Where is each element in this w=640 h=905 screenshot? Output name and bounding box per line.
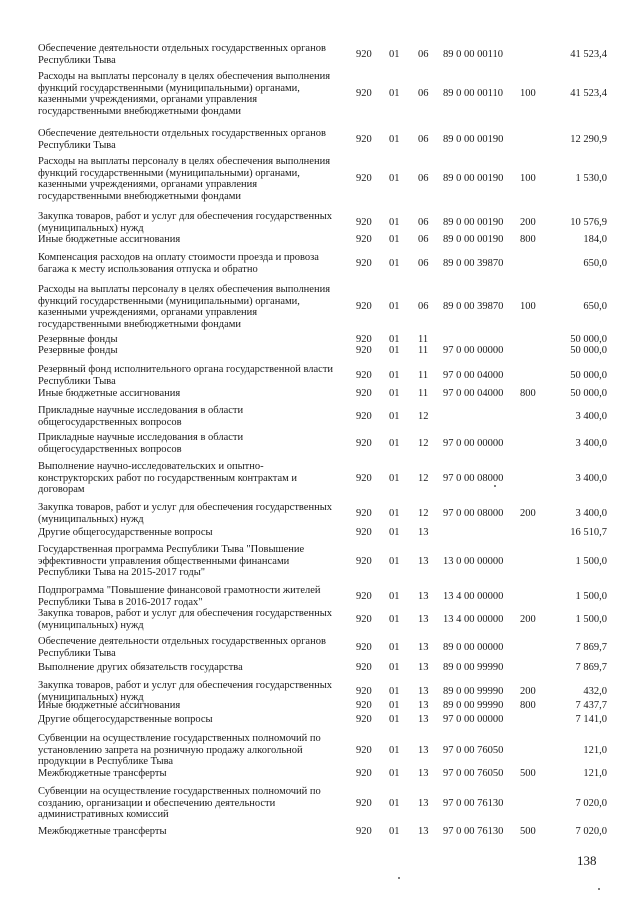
cell-sum: 3 400,0	[575, 508, 607, 519]
cell-pr: 12	[418, 411, 429, 422]
cell-rz: 01	[389, 768, 400, 779]
cell-csr: 89 0 00 00110	[443, 88, 503, 99]
cell-rz: 01	[389, 556, 400, 567]
row-name: Выполнение научно-исследовательских и опытно-конструкторских работ по государственным контрактам и договорам	[38, 461, 297, 495]
cell-grbs: 920	[356, 334, 372, 345]
cell-rz: 01	[389, 745, 400, 756]
cell-pr: 13	[418, 700, 429, 711]
cell-rz: 01	[389, 301, 400, 312]
cell-vr: 100	[520, 88, 536, 99]
cell-vr: 200	[520, 508, 536, 519]
cell-sum: 16 510,7	[570, 527, 607, 538]
cell-grbs: 920	[356, 134, 372, 145]
row-name: Субвенции на осуществление государственных полномочий по созданию, организации и обеспечению деятельности административных комиссий	[38, 786, 321, 820]
table-row	[0, 662, 640, 674]
row-name: Резервные фонды	[38, 334, 118, 345]
cell-vr: 200	[520, 686, 536, 697]
scan-speck	[494, 485, 496, 487]
table-row	[0, 156, 640, 202]
cell-pr: 13	[418, 591, 429, 602]
cell-grbs: 920	[356, 438, 372, 449]
cell-rz: 01	[389, 508, 400, 519]
cell-csr: 97 0 00 00000	[443, 438, 504, 449]
row-name: Закупка товаров, работ и услуг для обеспечения государственных (муниципальных) нужд	[38, 680, 333, 703]
cell-vr: 800	[520, 234, 536, 245]
cell-pr: 06	[418, 173, 429, 184]
row-name: Резервный фонд исполнительного органа государственной власти Республики Тыва	[38, 364, 334, 387]
cell-grbs: 920	[356, 527, 372, 538]
row-name: Расходы на выплаты персоналу в целях обеспечения выполнения функций государственными (муниципальными) органами, казенными учреждениями, органами управления государственными внебюджетными фондами	[38, 284, 331, 330]
cell-csr: 97 0 00 76130	[443, 826, 504, 837]
scan-speck	[598, 888, 600, 890]
cell-vr: 800	[520, 388, 536, 399]
cell-grbs: 920	[356, 745, 372, 756]
cell-grbs: 920	[356, 49, 372, 60]
cell-csr: 13 0 00 00000	[443, 556, 504, 567]
cell-grbs: 920	[356, 642, 372, 653]
table-row	[0, 700, 640, 712]
cell-sum: 41 523,4	[570, 49, 607, 60]
cell-rz: 01	[389, 614, 400, 625]
cell-pr: 06	[418, 234, 429, 245]
cell-sum: 7 869,7	[575, 662, 607, 673]
cell-rz: 01	[389, 234, 400, 245]
table-row	[0, 826, 640, 838]
table-row	[0, 714, 640, 726]
cell-grbs: 920	[356, 798, 372, 809]
cell-csr: 89 0 00 99990	[443, 662, 504, 673]
cell-rz: 01	[389, 686, 400, 697]
cell-rz: 01	[389, 826, 400, 837]
cell-grbs: 920	[356, 234, 372, 245]
cell-csr: 97 0 00 00000	[443, 714, 504, 725]
cell-sum: 1 530,0	[575, 173, 607, 184]
cell-pr: 13	[418, 798, 429, 809]
cell-csr: 89 0 00 00190	[443, 173, 504, 184]
cell-pr: 12	[418, 508, 429, 519]
table-row	[0, 405, 640, 428]
cell-pr: 13	[418, 556, 429, 567]
row-name: Субвенции на осуществление государственных полномочий по установлению запрета на розничную продажу алкогольной продукции в Республике Тыва	[38, 733, 321, 767]
cell-csr: 97 0 00 76050	[443, 768, 504, 779]
row-name: Прикладные научные исследования в области общегосударственных вопросов	[38, 405, 244, 428]
cell-pr: 13	[418, 642, 429, 653]
cell-sum: 650,0	[583, 301, 607, 312]
cell-sum: 7 869,7	[575, 642, 607, 653]
cell-pr: 13	[418, 614, 429, 625]
cell-rz: 01	[389, 642, 400, 653]
row-name: Межбюджетные трансферты	[38, 768, 167, 779]
cell-csr: 89 0 00 00190	[443, 234, 504, 245]
cell-rz: 01	[389, 88, 400, 99]
row-name: Закупка товаров, работ и услуг для обеспечения государственных (муниципальных) нужд	[38, 608, 333, 631]
row-name: Расходы на выплаты персоналу в целях обеспечения выполнения функций государственными (муниципальными) органами, казенными учреждениями, органами управления государственными внебюджетными фондами	[38, 156, 331, 202]
cell-sum: 7 437,7	[575, 700, 607, 711]
page-number: 138	[577, 853, 597, 868]
row-name: Прикладные научные исследования в области общегосударственных вопросов	[38, 432, 244, 455]
cell-sum: 432,0	[583, 686, 607, 697]
cell-pr: 11	[418, 370, 429, 381]
table-row	[0, 388, 640, 400]
cell-pr: 06	[418, 134, 429, 145]
cell-sum: 7 020,0	[575, 826, 607, 837]
cell-sum: 50 000,0	[570, 345, 607, 356]
cell-vr: 500	[520, 826, 536, 837]
cell-sum: 3 400,0	[575, 438, 607, 449]
cell-rz: 01	[389, 388, 400, 399]
cell-csr: 97 0 00 76050	[443, 745, 504, 756]
table-row	[0, 636, 640, 659]
cell-grbs: 920	[356, 411, 372, 422]
cell-rz: 01	[389, 258, 400, 269]
cell-grbs: 920	[356, 473, 372, 484]
cell-csr: 89 0 00 00110	[443, 49, 503, 60]
scan-speck	[398, 877, 400, 879]
cell-grbs: 920	[356, 714, 372, 725]
row-name: Закупка товаров, работ и услуг для обеспечения государственных (муниципальных) нужд	[38, 502, 333, 525]
cell-vr: 100	[520, 301, 536, 312]
table-row	[0, 502, 640, 525]
cell-grbs: 920	[356, 700, 372, 711]
cell-sum: 50 000,0	[570, 370, 607, 381]
table-row	[0, 71, 640, 117]
table-row	[0, 334, 640, 346]
cell-rz: 01	[389, 700, 400, 711]
cell-grbs: 920	[356, 217, 372, 228]
cell-grbs: 920	[356, 686, 372, 697]
row-name: Межбюджетные трансферты	[38, 826, 167, 837]
table-row	[0, 211, 640, 234]
row-name: Подпрограмма "Повышение финансовой грамотности жителей Республики Тыва в 2016-2017 годах"	[38, 585, 321, 608]
cell-csr: 97 0 00 08000	[443, 508, 504, 519]
table-row	[0, 128, 640, 151]
table-row	[0, 527, 640, 539]
table-row	[0, 544, 640, 579]
row-name: Иные бюджетные ассигнования	[38, 388, 181, 399]
cell-pr: 13	[418, 662, 429, 673]
cell-sum: 41 523,4	[570, 88, 607, 99]
cell-pr: 12	[418, 438, 429, 449]
cell-grbs: 920	[356, 88, 372, 99]
cell-csr: 89 0 00 99990	[443, 700, 504, 711]
cell-vr: 500	[520, 768, 536, 779]
cell-vr: 800	[520, 700, 536, 711]
cell-grbs: 920	[356, 258, 372, 269]
cell-sum: 121,0	[583, 768, 607, 779]
cell-pr: 13	[418, 686, 429, 697]
cell-grbs: 920	[356, 301, 372, 312]
cell-rz: 01	[389, 473, 400, 484]
cell-rz: 01	[389, 49, 400, 60]
cell-rz: 01	[389, 714, 400, 725]
row-name: Государственная программа Республики Тыва "Повышение эффективности управления общественными финансами Республики Тыва на 2015-2017 годы"	[38, 544, 305, 578]
cell-rz: 01	[389, 798, 400, 809]
cell-csr: 97 0 00 04000	[443, 388, 504, 399]
row-name: Компенсация расходов на оплату стоимости проезда и провоза багажа к месту использования отпуска и обратно	[38, 252, 319, 275]
cell-grbs: 920	[356, 768, 372, 779]
cell-sum: 650,0	[583, 258, 607, 269]
table-row	[0, 608, 640, 631]
cell-pr: 13	[418, 768, 429, 779]
table-row	[0, 364, 640, 387]
table-row	[0, 252, 640, 275]
cell-grbs: 920	[356, 508, 372, 519]
cell-pr: 11	[418, 345, 429, 356]
cell-grbs: 920	[356, 388, 372, 399]
table-row	[0, 733, 640, 768]
cell-sum: 12 290,9	[570, 134, 607, 145]
cell-pr: 06	[418, 217, 429, 228]
table-row	[0, 768, 640, 780]
table-row	[0, 585, 640, 608]
cell-grbs: 920	[356, 614, 372, 625]
table-row	[0, 345, 640, 357]
cell-vr: 200	[520, 614, 536, 625]
row-name: Выполнение других обязательств государства	[38, 662, 243, 673]
cell-grbs: 920	[356, 370, 372, 381]
row-name: Иные бюджетные ассигнования	[38, 700, 181, 711]
row-name: Иные бюджетные ассигнования	[38, 234, 181, 245]
cell-rz: 01	[389, 527, 400, 538]
cell-csr: 89 0 00 00190	[443, 134, 504, 145]
cell-sum: 50 000,0	[570, 388, 607, 399]
cell-sum: 7 020,0	[575, 798, 607, 809]
cell-sum: 7 141,0	[575, 714, 607, 725]
cell-csr: 89 0 00 00190	[443, 217, 504, 228]
cell-pr: 11	[418, 334, 429, 345]
cell-grbs: 920	[356, 826, 372, 837]
cell-pr: 06	[418, 301, 429, 312]
cell-sum: 184,0	[583, 234, 607, 245]
cell-csr: 89 0 00 39870	[443, 258, 504, 269]
cell-csr: 89 0 00 39870	[443, 301, 504, 312]
cell-sum: 3 400,0	[575, 473, 607, 484]
cell-grbs: 920	[356, 662, 372, 673]
row-name: Закупка товаров, работ и услуг для обеспечения государственных (муниципальных) нужд	[38, 211, 333, 234]
cell-csr: 89 0 00 00000	[443, 642, 504, 653]
cell-sum: 10 576,9	[570, 217, 607, 228]
cell-grbs: 920	[356, 345, 372, 356]
row-name: Обеспечение деятельности отдельных государственных органов Республики Тыва	[38, 43, 326, 66]
cell-sum: 1 500,0	[575, 556, 607, 567]
cell-grbs: 920	[356, 173, 372, 184]
cell-rz: 01	[389, 217, 400, 228]
cell-rz: 01	[389, 411, 400, 422]
cell-rz: 01	[389, 173, 400, 184]
cell-csr: 13 4 00 00000	[443, 591, 504, 602]
table-row	[0, 432, 640, 455]
row-name: Расходы на выплаты персоналу в целях обеспечения выполнения функций государственными (муниципальными) органами, казенными учреждениями, органами управления государственными внебюджетными фондами	[38, 71, 331, 117]
cell-pr: 06	[418, 258, 429, 269]
cell-rz: 01	[389, 370, 400, 381]
table-row	[0, 43, 640, 66]
cell-sum: 50 000,0	[570, 334, 607, 345]
cell-rz: 01	[389, 134, 400, 145]
table-row	[0, 234, 640, 246]
cell-sum: 3 400,0	[575, 411, 607, 422]
cell-pr: 12	[418, 473, 429, 484]
cell-rz: 01	[389, 345, 400, 356]
cell-csr: 97 0 00 04000	[443, 370, 504, 381]
cell-pr: 13	[418, 745, 429, 756]
row-name: Обеспечение деятельности отдельных государственных органов Республики Тыва	[38, 636, 326, 659]
cell-sum: 1 500,0	[575, 591, 607, 602]
cell-rz: 01	[389, 591, 400, 602]
cell-pr: 06	[418, 49, 429, 60]
cell-pr: 11	[418, 388, 429, 399]
cell-vr: 100	[520, 173, 536, 184]
cell-grbs: 920	[356, 591, 372, 602]
row-name: Другие общегосударственные вопросы	[38, 527, 213, 538]
cell-csr: 89 0 00 99990	[443, 686, 504, 697]
row-name: Резервные фонды	[38, 345, 118, 356]
cell-sum: 121,0	[583, 745, 607, 756]
cell-pr: 13	[418, 826, 429, 837]
cell-pr: 13	[418, 527, 429, 538]
table-row	[0, 786, 640, 821]
cell-csr: 97 0 00 00000	[443, 345, 504, 356]
cell-vr: 200	[520, 217, 536, 228]
cell-grbs: 920	[356, 556, 372, 567]
table-row	[0, 284, 640, 330]
cell-csr: 97 0 00 08000	[443, 473, 504, 484]
cell-rz: 01	[389, 438, 400, 449]
cell-csr: 13 4 00 00000	[443, 614, 504, 625]
cell-pr: 06	[418, 88, 429, 99]
cell-csr: 97 0 00 76130	[443, 798, 504, 809]
row-name: Другие общегосударственные вопросы	[38, 714, 213, 725]
cell-rz: 01	[389, 334, 400, 345]
row-name: Обеспечение деятельности отдельных государственных органов Республики Тыва	[38, 128, 326, 151]
cell-rz: 01	[389, 662, 400, 673]
cell-pr: 13	[418, 714, 429, 725]
table-row	[0, 461, 640, 496]
cell-sum: 1 500,0	[575, 614, 607, 625]
